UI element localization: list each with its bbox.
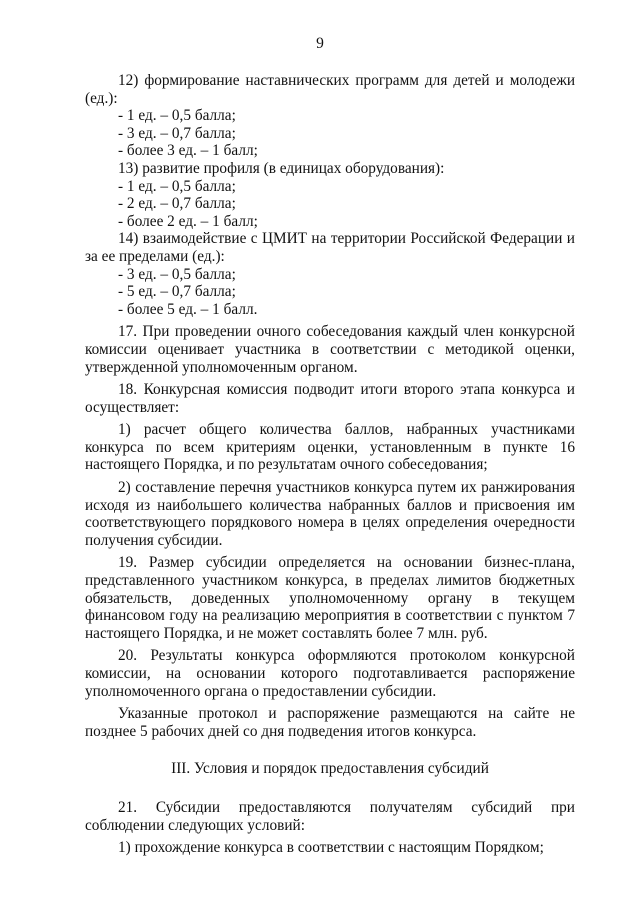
paragraph-17: 17. При проведении очного собеседования каждый член конкурсной комиссии оценивает участника в соответствии с методикой оценки, утвержденной уполномоченным органом. [85,323,575,376]
paragraph-18: 18. Конкурсная комиссия подводит итоги второго этапа конкурса и осуществляет: [85,381,575,416]
paragraph-19: 19. Размер субсидии определяется на основании бизнес-плана, представленного участником конкурса, в пределах лимитов бюджетных обязательств, доведенных уполномоченному органу в текущем финансовом году на реализацию мероприятия в соответствии с пунктом 7 настоящего Порядка, и не может составлять более 7 млн. руб. [85,554,575,642]
paragraph-12-mentoring: 12) формирование наставнических программ для детей и молодежи (ед.): [85,72,575,107]
paragraph-18-1: 1) расчет общего количества баллов, набранных участниками конкурса по всем критериям оценки, установленным в пункте 16 настоящего Порядка, и по результатам очного собеседования; [85,421,575,474]
paragraph-publication: Указанные протокол и распоряжение размещаются на сайте не позднее 5 рабочих дней со дня подведения итогов конкурса. [85,705,575,740]
list-item: - более 5 ед. – 1 балл. [118,300,258,318]
paragraph-20: 20. Результаты конкурса оформляются протоколом конкурсной комиссии, на основании которого подготавливается распоряжение уполномоченного органа о предоставлении субсидии. [85,647,575,700]
paragraph-21-1: 1) прохождение конкурса в соответствии с настоящим Порядком; [118,839,544,857]
list-item: - 1 ед. – 0,5 балла; [118,107,236,125]
paragraph-18-2: 2) составление перечня участников конкурса путем их ранжирования исходя из наибольшего количества набранных баллов и присвоения им соответствующего порядкового номера в целях определения очередности получения субсидии. [85,479,575,549]
paragraph-13-profile: 13) развитие профиля (в единицах оборудования): [118,159,445,177]
paragraph-21: 21. Субсидии предоставляются получателям субсидий при соблюдении следующих условий: [85,798,575,834]
page-number: 9 [316,35,324,52]
section-heading: III. Условия и порядок предоставления субсидий [171,760,489,778]
list-item: - более 2 ед. – 1 балл; [118,212,258,230]
paragraph-14-cmit: 14) взаимодействие с ЦМИТ на территории Российской Федерации и за ее пределами (ед.): [85,230,575,265]
document-body [85,72,575,857]
list-item: - 3 ед. – 0,5 балла; [118,265,236,283]
list-item: - более 3 ед. – 1 балл; [118,142,258,160]
list-item: - 2 ед. – 0,7 балла; [118,195,236,213]
list-item: - 3 ед. – 0,7 балла; [118,124,236,142]
list-item: - 5 ед. – 0,7 балла; [118,283,236,301]
list-item: - 1 ед. – 0,5 балла; [118,177,236,195]
